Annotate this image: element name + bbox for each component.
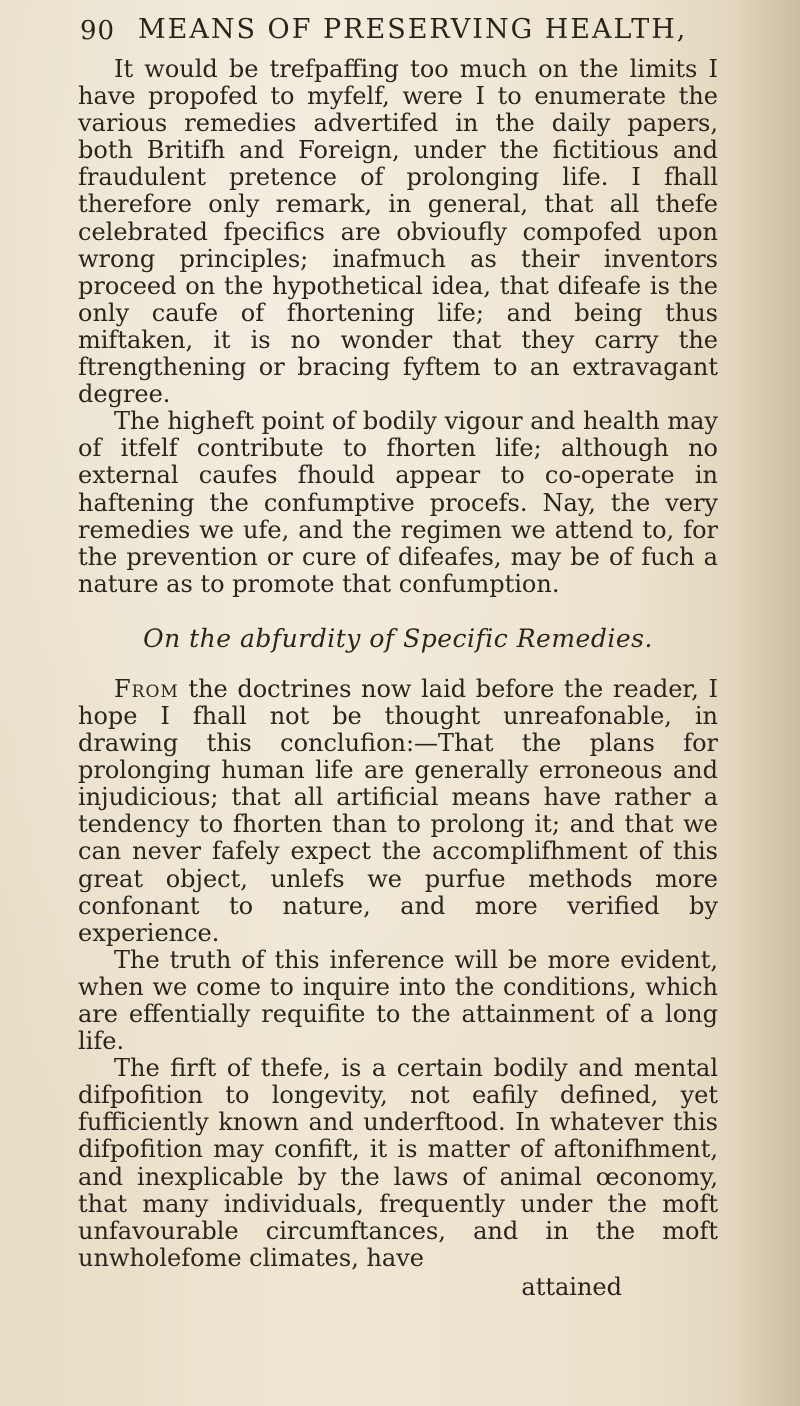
paragraph-truth-inference: The truth of this inference will be more evident, when we come to inquire into the conditions, which are effentially requifite to the attainment of a long life. (78, 945, 718, 1056)
paragraph-lead-word: From (114, 674, 179, 703)
page-number: 90 (80, 16, 116, 46)
page-header (80, 12, 720, 52)
running-title: MEANS OF PRESERVING HEALTH, (138, 14, 688, 45)
catchword: attained (521, 1272, 622, 1301)
paragraph-first-condition: The firft of thefe, is a certain bodily and mental difpofition to longevity, not eafily defined, yet fufficiently known and underftood. In whatever this difpofition may confift, it is matter of aftonifhment, and inexplicable by the laws of animal œconomy, that many individuals, frequently under the moft unfavourable circumftances, and in the moft unwholefome climates, have (78, 1054, 718, 1272)
page-edge-shadow (730, 0, 800, 1406)
paragraph-remedies-advertised: It would be trefpaffing too much on the limits I have propofed to myfelf, were I to enumerate the various remedies advertifed in the daily papers, both Britifh and Foreign, under the fictitious and fraudulent pretence of prolonging life. I fhall therefore only remark, in general, that all thefe celebrated fpecifics are obvioufly compofed upon wrong principles; inafmuch as their inventors proceed on the hypothetical idea, that difeafe is the only caufe of fhortening life; and being thus miftaken, it is no wonder that they carry the ftrengthening or bracing fyftem to an extravagant degree. (78, 55, 718, 409)
paragraph-doctrines-text: the doctrines now laid before the reader, I hope I fhall not be thought unreafonable, in drawing this conclufion:—That the plans for prolonging human life are generally erroneous and injudicious; that all artificial means have rather a tendency to fhorten than to prolong it; and that we can never fafely expect the accomplifhment of this great object, unlefs we purfue methods more confonant to nature, and more verified by experience. (78, 674, 718, 947)
body-text (78, 56, 718, 1301)
paragraph-bodily-vigour: The higheft point of bodily vigour and health may of itfelf contribute to fhorten life; although no external caufes fhould appear to co-operate in haftening the confumptive procefs. Nay, the very remedies we ufe, and the regimen we attend to, for the prevention or cure of difeafes, may be of fuch a nature as to promote that confumption. (78, 407, 718, 598)
paragraph-doctrines (78, 676, 718, 947)
section-heading: On the abfurdity of Specific Remedies. (143, 623, 653, 653)
